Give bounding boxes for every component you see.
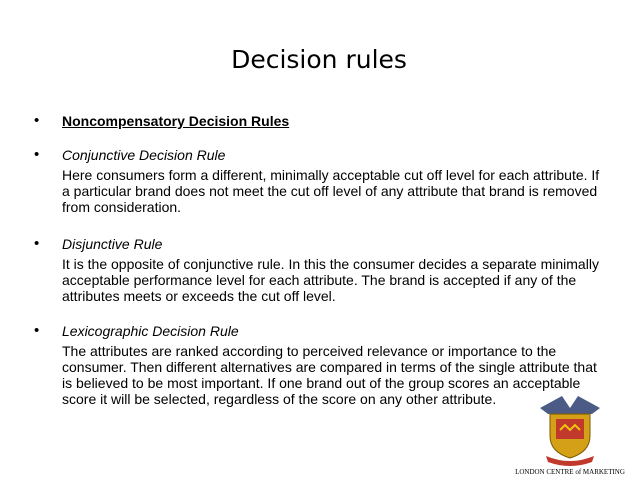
logo-wordmark: LONDON CENTRE of MARKETING	[515, 468, 625, 476]
crest-icon	[510, 386, 630, 476]
bullet-noncompensatory	[34, 112, 604, 130]
bullet-dot: •	[34, 112, 40, 129]
bullet-heading: Disjunctive Rule	[62, 236, 163, 252]
bullet-dot: •	[34, 235, 40, 252]
bullet-heading: Noncompensatory Decision Rules	[62, 113, 290, 129]
bullet-heading: Conjunctive Decision Rule	[62, 147, 226, 163]
slide-title: Decision rules	[231, 45, 407, 74]
bullet-text: It is the opposite of conjunctive rule. In this the consumer decides a separate minimally acceptable performance level for each attribute. The brand is accepted if any of the attributes meets or exceeds the cut off level.	[62, 256, 599, 304]
bullet-dot: •	[34, 146, 40, 163]
bullet-text: The attributes are ranked according to perceived relevance or importance to the consumer. Then different alternatives are compared in terms of the single attribute that is believed to be most important. If one brand out of the group scores an acceptable score it will be selected, regardless of the score on any other attribute.	[62, 343, 597, 407]
bullet-dot: •	[34, 322, 40, 339]
bullet-heading: Lexicographic Decision Rule	[62, 323, 239, 339]
london-centre-logo	[510, 386, 630, 476]
bullet-conjunctive	[34, 146, 604, 215]
bullet-text: Here consumers form a different, minimally acceptable cut off level for each attribute. If a particular brand does not meet the cut off level of any attribute that brand is removed from consideration.	[62, 167, 600, 215]
bullet-disjunctive	[34, 235, 604, 304]
bullet-list	[34, 112, 604, 407]
